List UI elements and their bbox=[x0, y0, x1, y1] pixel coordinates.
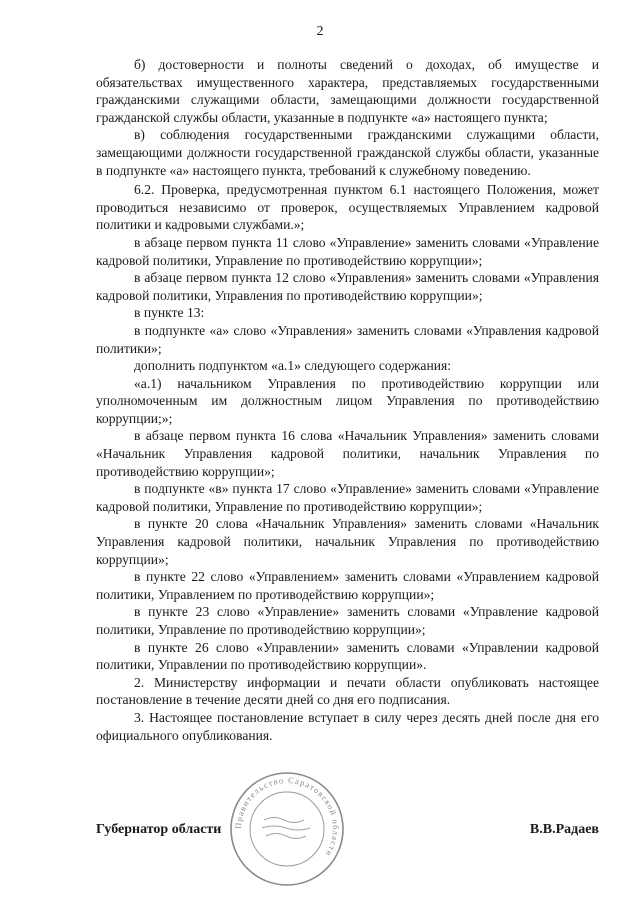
paragraph-6: в пункте 13: bbox=[134, 305, 205, 321]
paragraph-11: в подпункте «в» пункта 17 слово «Управление» заменить словами «Управление кадровой политики, Управление по противодействию коррупции»; bbox=[96, 481, 599, 514]
paragraph-9: «а.1) начальником Управления по противодействию коррупции или уполномоченным им должностным лицом Управления по противодействию коррупции;»; bbox=[96, 375, 599, 426]
paragraph-15: в пункте 26 слово «Управлении» заменить словами «Управлении кадровой политики, Управлении по противодействию коррупции». bbox=[96, 639, 599, 673]
paragraph-8: дополнить подпунктом «а.1» следующего содержания: bbox=[134, 358, 452, 374]
paragraph-7: в подпункте «а» слово «Управления» заменить словами «Управления кадровой политики»; bbox=[96, 322, 599, 356]
signatory-name: В.В.Радаев bbox=[529, 822, 599, 837]
signatory-title: Губернатор области bbox=[96, 822, 222, 837]
paragraph-17: 3. Настоящее постановление вступает в силу через десять дней после дня его официального опубликования. bbox=[96, 709, 599, 743]
paragraph-16: 2. Министерству информации и печати области опубликовать настоящее постановление в течение десяти дней со дня его подписания. bbox=[96, 674, 599, 708]
paragraph-14: в пункте 23 слово «Управление» заменить словами «Управление кадровой политики, Управление по противодействию коррупции»; bbox=[96, 604, 599, 637]
paragraph-3: 6.2. Проверка, предусмотренная пунктом 6.1 настоящего Положения, может проводиться независимо от проверок, осуществляемых Управлением кадровой политики и кадровыми службами.»; bbox=[96, 182, 599, 233]
seal-ring-text: Правительство Саратовской области bbox=[232, 774, 342, 860]
paragraph-4: в абзаце первом пункта 11 слово «Управление» заменить словами «Управление кадровой политики, Управление по противодействию коррупции»; bbox=[96, 234, 599, 268]
signature-block bbox=[96, 822, 599, 844]
paragraph-1: б) достоверности и полноты сведений о доходах, об имуществе и обязательствах имущественного характера, представляемых государственными гражданскими служащими области, замещающими должности государственной гражданской службы области, указанные в подпункте «а» настоящего пункта; bbox=[96, 57, 599, 125]
paragraph-2: в) соблюдения государственными гражданскими служащими области, замещающими должности государственной гражданской службы области, указанные в подпункте «а» настоящего пункта, требований к служебному поведению. bbox=[96, 127, 599, 178]
paragraph-5: в абзаце первом пункта 12 слово «Управления» заменить словами «Управления кадровой политики, Управления по противодействию коррупции»; bbox=[96, 270, 599, 303]
document-body bbox=[96, 56, 599, 744]
paragraph-12: в пункте 20 слова «Начальник Управления» заменить словами «Начальник Управления кадровой политики, начальник Управления по противодействию коррупции»; bbox=[96, 516, 599, 567]
paragraph-13: в пункте 22 слово «Управлением» заменить словами «Управлением кадровой политики, Управлением по противодействию коррупции»; bbox=[96, 569, 599, 602]
paragraph-10: в абзаце первом пункта 16 слова «Начальник Управления» заменить словами «Начальник Управления кадровой политики, начальник Управления по противодействию коррупции»; bbox=[96, 428, 599, 479]
page-number: 2 bbox=[316, 24, 324, 39]
